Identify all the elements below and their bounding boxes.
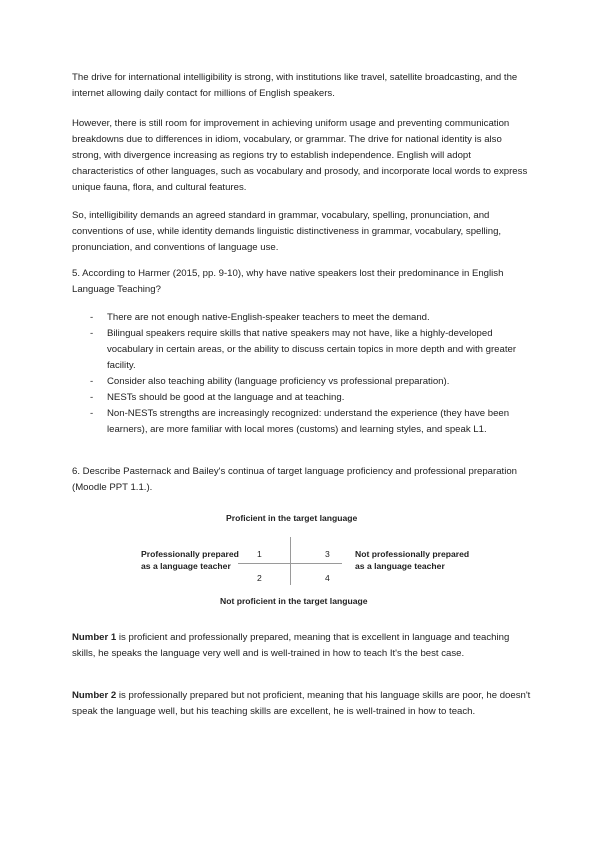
diagram-left-label-line1: Professionally prepared	[141, 549, 239, 559]
question-6: 6. Describe Pasternack and Bailey's continua of target language proficiency and professional preparation (Moodle PPT 1.1.).	[72, 466, 518, 493]
paragraph-national-identity: However, there is still room for improvement in achieving uniform usage and preventing communication breakdowns due to differences in idiom, vocabulary, or grammar. The drive for national identity is also strong, with divergence increasing as regions try to establish independence. English will adopt characteristics of other languages, such as vocabulary and prosody, and incorporate local words to express unique fauna, flora, and cultural features.	[72, 118, 528, 193]
answer-number-1-label: Number 1	[72, 632, 117, 643]
diagram-right-label-line2: as a language teacher	[355, 561, 445, 571]
answer-5-bullet-list	[90, 310, 530, 438]
quadrant-4-number: 4	[325, 573, 330, 583]
bullet-item: - There are not enough native-English-speaker teachers to meet the demand.	[90, 310, 530, 326]
bullet-item: - NESTs should be good at the language and at teaching.	[90, 390, 530, 406]
diagram-bottom-label: Not proficient in the target language	[220, 596, 368, 606]
answer-number-1-text: is proficient and professionally prepared, meaning that is excellent in language and teaching skills, he speaks the language very well and is well-trained in how to teach It's the best case.	[72, 632, 510, 659]
diagram-top-label: Proficient in the target language	[226, 513, 358, 523]
paragraph-summary: So, intelligibility demands an agreed standard in grammar, vocabulary, spelling, pronunciation, and conventions of use, while identity demands linguistic distinctiveness in grammar, vocabulary, spelling, pronunciation, and conventions of language use.	[72, 210, 502, 253]
quadrant-1-number: 1	[257, 549, 262, 559]
paragraph-intelligibility: The drive for international intelligibility is strong, with institutions like travel, satellite broadcasting, and the internet allowing daily contact for millions of English speakers.	[72, 72, 518, 99]
bullet-item: - Non-NESTs strengths are increasingly recognized: understand the experience (they have been learners), are more familiar with local mores (customs) and learning styles, and speak L1.	[90, 406, 530, 438]
bullet-item: - Bilingual speakers require skills that native speakers may not have, like a highly-developed vocabulary in certain areas, or the ability to discuss certain topics in more depth and with greater facility.	[90, 326, 530, 374]
diagram-horizontal-axis	[238, 563, 342, 564]
answer-number-2-label: Number 2	[72, 690, 117, 701]
answer-number-2	[72, 688, 532, 720]
diagram-right-label-line1: Not professionally prepared	[355, 549, 470, 559]
diagram-vertical-axis	[290, 537, 291, 585]
answer-number-1	[72, 630, 532, 662]
bullet-item: - Consider also teaching ability (language proficiency vs professional preparation).	[90, 374, 530, 390]
diagram-left-label-line2: as a language teacher	[141, 561, 231, 571]
quadrant-3-number: 3	[325, 549, 330, 559]
answer-number-2-text: is professionally prepared but not proficient, meaning that his language skills are poor, he doesn't speak the language well, but his teaching skills are excellent, he is well-trained in how to teach.	[72, 690, 531, 717]
question-5: 5. According to Harmer (2015, pp. 9-10), why have native speakers lost their predominance in English Language Teaching?	[72, 268, 504, 295]
quadrant-2-number: 2	[257, 573, 262, 583]
